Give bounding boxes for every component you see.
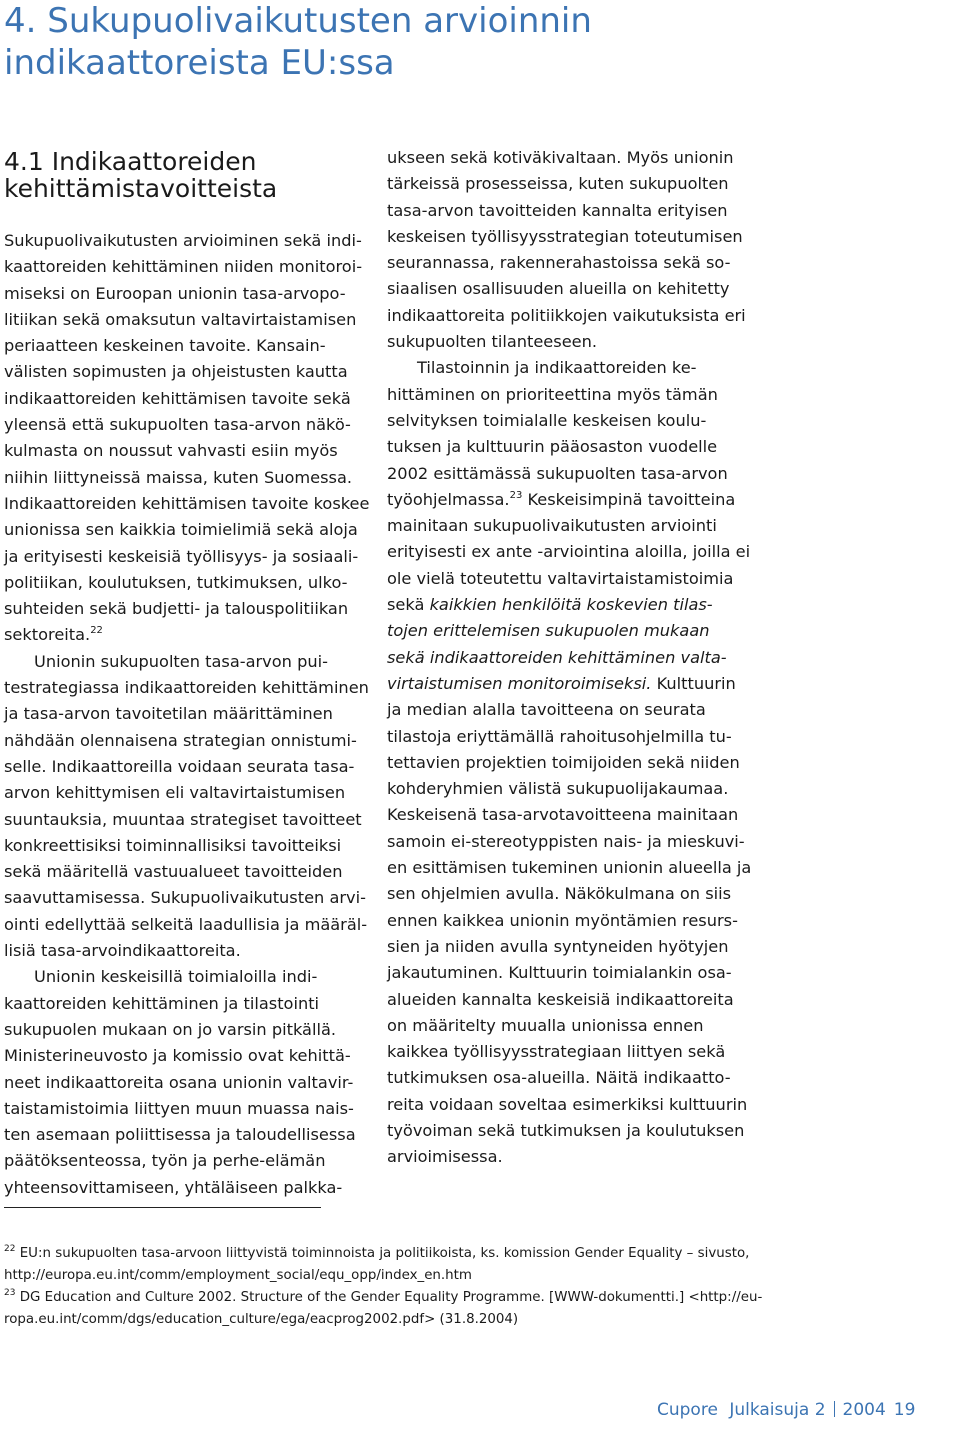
text-line: unionissa sen kaikkia toimielimiä sekä aloja: [4, 520, 358, 540]
footnote-ref-22[interactable]: 22: [90, 625, 103, 637]
text-line: tettavien projektien toimijoiden sekä niiden: [387, 752, 740, 772]
text-line: kulmasta on noussut vahvasti esiin myös: [4, 441, 338, 461]
left-column-text: [4, 228, 370, 1201]
text-run: sekä: [387, 595, 430, 615]
right-column-text: [387, 145, 752, 1171]
page-number: 19: [893, 1400, 916, 1420]
text-line: Keskeisenä tasa-arvotavoitteena mainitaan: [387, 805, 739, 825]
footnote-text: DG Education and Culture 2002. Structure of the Gender Equality Programme. [WWW-dokumentti.] <http://eu-: [19, 1290, 763, 1305]
text-line: ten asemaan poliittisessa ja taloudellisessa: [4, 1125, 356, 1145]
footnote-number: 23: [4, 1288, 16, 1298]
text-line: [4, 622, 364, 648]
chapter-title-line: 4. Sukupuolivaikutusten arvioinnin: [4, 1, 592, 41]
text-line: reita voidaan soveltaa esimerkiksi kulttuurin: [387, 1094, 748, 1114]
footer-series: Julkaisuja 2: [729, 1400, 826, 1420]
footer-publisher: Cupore: [657, 1400, 718, 1420]
text-line: litiikan sekä omaksutun valtavirtaistamisen: [4, 309, 357, 329]
text-line: Indikaattoreiden kehittämisen tavoite koskee: [4, 493, 370, 513]
text-line: lisiä tasa-arvoindikaattoreita.: [4, 941, 241, 961]
text-line: ja tasa-arvon tavoitetilan määrittäminen: [4, 704, 333, 724]
text-line: ja median alalla tavoitteena on seurata: [387, 700, 706, 720]
text-line: Unionin keskeisillä toimialoilla indi-: [34, 967, 318, 987]
text-line: politiikan, koulutuksen, tutkimuksen, ulko-: [4, 572, 348, 592]
section-title-line: kehittämistavoitteista: [4, 174, 278, 203]
text-line: ointi edellyttää selkeitä laadullisia ja määräl-: [4, 914, 368, 934]
text-line: tutkimuksen osa-alueilla. Näitä indikaatto-: [387, 1068, 731, 1088]
italic-run: virtaistumisen monitoroimiseksi.: [387, 673, 652, 693]
text-line: [387, 671, 747, 697]
text-line: tasa-arvon tavoitteiden kannalta erityisen: [387, 200, 728, 220]
footnote-ref-23[interactable]: 23: [509, 489, 523, 501]
text-line: erityisesti ex ante -arviointina aloilla, joilla ei: [387, 542, 751, 562]
text-line: sien ja niiden avulla syntyneiden hyötyjen: [387, 936, 729, 956]
section-title-line: 4.1 Indikaattoreiden: [4, 147, 257, 176]
text-line: yleensä että sukupuolten tasa-arvon näkö-: [4, 415, 351, 435]
footer-separator: [834, 1401, 835, 1417]
text-line: [387, 487, 747, 513]
footnote-link[interactable]: ropa.eu.int/comm/dgs/education_culture/ega/eacprog2002.pdf> (31.8.2004): [4, 1312, 519, 1327]
footnote-divider: [4, 1207, 321, 1208]
text-line: yhteensovittamiseen, yhtäläiseen palkka-: [4, 1177, 343, 1197]
text-line: ukseen sekä kotiväkivaltaan. Myös unionin: [387, 148, 734, 167]
chapter-title: [4, 0, 704, 84]
text-line: arvioimisessa.: [387, 1147, 503, 1167]
italic-run: sekä indikaattoreiden kehittäminen valta-: [387, 647, 727, 667]
text-line: tuksen ja kulttuurin pääosaston vuodelle: [387, 437, 718, 457]
text-line: [387, 645, 747, 671]
footer-year: 2004: [842, 1400, 886, 1420]
text-line: Tilastoinnin ja indikaattoreiden ke-: [417, 358, 697, 378]
text-line: mainitaan sukupuolivaikutusten arviointi: [387, 516, 717, 536]
text-line: periaatteen keskeinen tavoite. Kansain-: [4, 336, 326, 356]
text-line: kohderyhmien välistä sukupuolijakaumaa.: [387, 779, 729, 799]
text-line: nähdään olennaisena strategian onnistumi-: [4, 730, 357, 750]
text-line: kaattoreiden kehittäminen ja tilastointi: [4, 993, 320, 1013]
text-line: keskeisen työllisyysstrategian toteutumisen: [387, 226, 743, 246]
text-line: neet indikaattoreita osana unionin valtavir-: [4, 1072, 354, 1092]
text-line: hittäminen on prioriteettina myös tämän: [387, 384, 718, 404]
text-line: suuntauksia, muuntaa strategiset tavoitteet: [4, 809, 362, 829]
text-line: indikaattoreita politiikkojen vaikutuksista eri: [387, 305, 746, 325]
footnote-22: [4, 1243, 764, 1265]
italic-run: kaikkien henkilöitä koskevien tilas-: [429, 595, 713, 615]
text-line: selle. Indikaattoreilla voidaan seurata tasa-: [4, 756, 355, 776]
footnote-text: EU:n sukupuolten tasa-arvoon liittyvistä toiminnoista ja politiikoista, ks. komission Gender Equality – sivusto,: [19, 1246, 750, 1261]
text-line: siaalisen osallisuuden alueilla on kehitetty: [387, 279, 730, 299]
text-run: työohjelmassa.: [387, 489, 510, 509]
chapter-title-line: indikaattoreista EU:ssa: [4, 43, 395, 83]
page-footer: [657, 1399, 917, 1421]
text-line: arvon kehittymisen eli valtavirtaistumisen: [4, 783, 346, 803]
text-line: ja erityisesti keskeisiä työllisyys- ja sosiaali-: [4, 546, 359, 566]
text-line: miseksi on Euroopan unionin tasa-arvopo-: [4, 283, 346, 303]
text-line: välisten sopimusten ja ohjeistusten kautta: [4, 362, 348, 382]
text-line: sukupuolen mukaan on jo varsin pitkällä.: [4, 1019, 337, 1039]
footnote-link[interactable]: http://europa.eu.int/comm/employment_social/equ_opp/index_en.htm: [4, 1268, 472, 1283]
text-line: kaattoreiden kehittäminen niiden monitoroi-: [4, 257, 363, 277]
text-line: Ministerineuvosto ja komissio ovat kehittä-: [4, 1046, 351, 1066]
text-line: selvityksen toimialalle keskeisen koulu-: [387, 410, 707, 430]
text-line: on määritelty muualla unionissa ennen: [387, 1015, 704, 1035]
text-line: tilastoja eriyttämällä rahoitusohjelmilla tu-: [387, 726, 732, 746]
text-run: Keskeisimpinä tavoitteina: [522, 489, 736, 509]
text-line: sen ohjelmien avulla. Näkökulmana on siis: [387, 884, 732, 904]
text-run: sektoreita.: [4, 625, 91, 645]
section-title: [4, 148, 364, 202]
text-line: 2002 esittämässä sukupuolten tasa-arvon: [387, 463, 728, 483]
text-line: kaikkea työllisyysstrategiaan liittyen sekä: [387, 1042, 726, 1062]
text-line: niihin liittyneissä maissa, kuten Suomessa.: [4, 467, 353, 487]
text-line: työvoiman sekä tutkimuksen ja koulutuksen: [387, 1120, 745, 1140]
text-line: [387, 618, 747, 644]
text-line: suhteiden sekä budjetti- ja talouspolitiikan: [4, 599, 349, 619]
footnote-23: [4, 1287, 764, 1309]
text-line: konkreettisiksi toiminnallisiksi tavoitteiksi: [4, 835, 342, 855]
text-line: Unionin sukupuolten tasa-arvon pui-: [34, 651, 328, 671]
text-line: en esittämisen tukeminen unionin alueella ja: [387, 858, 752, 878]
footnotes: [4, 1243, 764, 1331]
italic-run: tojen erittelemisen sukupuolen mukaan: [387, 621, 710, 641]
text-line: seurannassa, rakennerahastoissa sekä so-: [387, 253, 731, 273]
text-line: testrategiassa indikaattoreiden kehittäminen: [4, 678, 369, 698]
text-line: jakautuminen. Kulttuurin toimialankin osa-: [387, 963, 732, 983]
text-line: sekä määritellä vastuualueet tavoitteiden: [4, 862, 343, 882]
text-run: Kulttuurin: [651, 673, 736, 693]
text-line: tärkeissä prosesseissa, kuten sukupuolten: [387, 174, 729, 194]
text-line: Sukupuolivaikutusten arvioiminen sekä indi-: [4, 231, 362, 250]
text-line: sukupuolten tilanteeseen.: [387, 332, 598, 352]
text-line: ennen kaikkea unionin myöntämien resurs-: [387, 910, 738, 930]
text-line: taistamistoimia liittyen muun muassa nais-: [4, 1098, 354, 1118]
text-line: saavuttamisessa. Sukupuolivaikutusten arvi-: [4, 888, 366, 908]
text-line: ole vielä toteutettu valtavirtaistamistoimia: [387, 568, 734, 588]
text-line: indikaattoreiden kehittämisen tavoite sekä: [4, 388, 351, 408]
text-line: [387, 592, 747, 618]
text-line: päätöksenteossa, työn ja perhe-elämän: [4, 1151, 326, 1171]
text-line: samoin ei-stereotyppisten nais- ja mieskuvi-: [387, 831, 745, 851]
text-line: alueiden kannalta keskeisiä indikaattoreita: [387, 989, 734, 1009]
footnote-number: 22: [4, 1244, 16, 1254]
